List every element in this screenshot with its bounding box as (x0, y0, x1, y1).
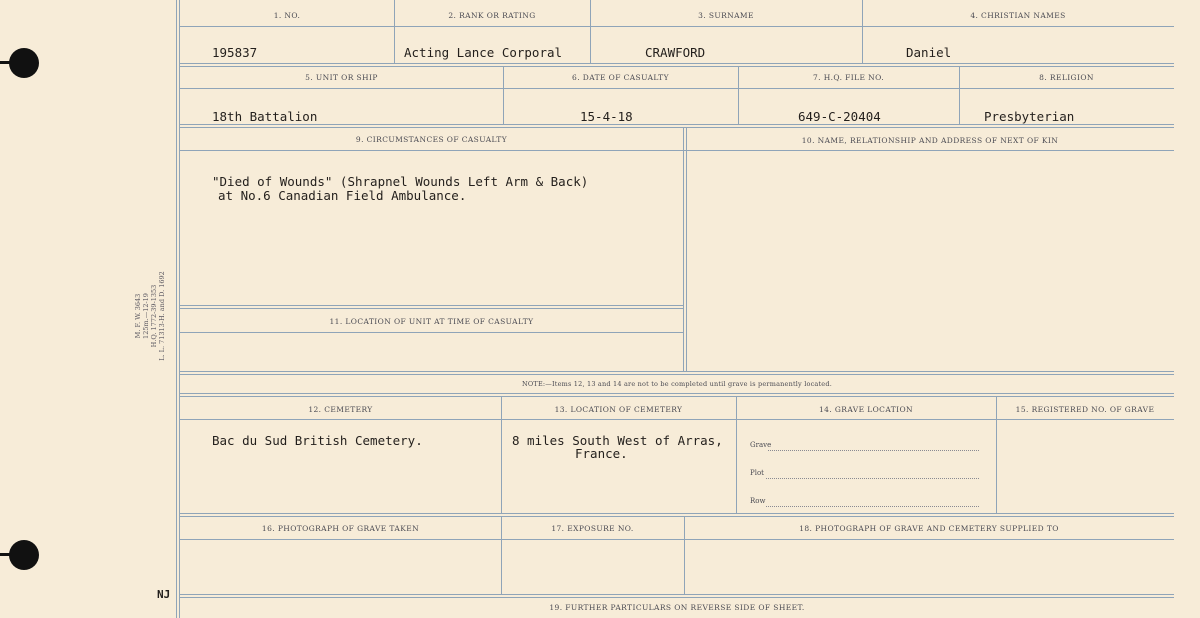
label-exposure-no: 17. EXPOSURE NO. (551, 524, 634, 533)
label-photograph-taken: 16. PHOTOGRAPH OF GRAVE TAKEN (261, 524, 420, 533)
punch-hole-top (9, 48, 39, 78)
value-religion: Presbyterian (984, 109, 1075, 124)
clerk-initials: NJ (157, 588, 171, 601)
rule (180, 393, 1174, 397)
rule (501, 397, 502, 514)
side-note-line-4: L. L. 71313-H. and D. 1692 (158, 271, 166, 361)
label-further-particulars: 19. FURTHER PARTICULARS ON REVERSE SIDE OF SHEET. (549, 603, 805, 612)
label-location-of-cemetery: 13. LOCATION OF CEMETERY (554, 405, 683, 414)
label-row: Row (750, 497, 766, 505)
punch-hole-top-tick (0, 61, 12, 64)
label-religion: 8. RELIGION (1039, 73, 1094, 82)
value-no: 195837 (212, 45, 258, 60)
label-location-of-unit: 11. LOCATION OF UNIT AT TIME OF CASUALTY (329, 317, 534, 326)
punch-hole-bottom (9, 540, 39, 570)
rule (180, 371, 1174, 375)
value-rank: Acting Lance Corporal (404, 45, 563, 60)
value-surname: CRAWFORD (645, 45, 706, 60)
label-date: 6. DATE OF CASUALTY (572, 73, 669, 82)
rule (686, 127, 687, 372)
label-grave-location: 14. GRAVE LOCATION (818, 405, 914, 414)
rule (590, 0, 591, 64)
punch-hole-bottom-tick (0, 553, 12, 556)
label-photograph-supplied: 18. PHOTOGRAPH OF GRAVE AND CEMETERY SUPPLIED TO (799, 524, 1059, 533)
rule (180, 513, 1174, 517)
grave-dotted-line (768, 449, 979, 451)
rule (180, 63, 1174, 67)
note-text: NOTE:—Items 12, 13 and 14 are not to be completed until grave is permanently located. (522, 380, 832, 388)
side-note-line-2: 125m.—12-19 (142, 293, 150, 339)
value-unit: 18th Battalion (212, 109, 318, 124)
value-circumstances-line-1: "Died of Wounds" (Shrapnel Wounds Left Arm & Back) (212, 174, 589, 189)
label-no: 1. NO. (273, 11, 301, 20)
label-registered-no: 15. REGISTERED NO. OF GRAVE (1015, 405, 1155, 414)
value-location-of-cemetery-line-2: France. (575, 446, 628, 461)
label-cemetery: 12. CEMETERY (308, 405, 373, 414)
value-cemetery: Bac du Sud British Cemetery. (212, 433, 423, 448)
label-plot: Plot (750, 469, 764, 477)
label-grave: Grave (750, 441, 772, 449)
rule (736, 397, 737, 514)
label-christian-names: 4. CHRISTIAN NAMES (970, 11, 1066, 20)
value-hq-file: 649-C-20404 (798, 109, 881, 124)
rule (180, 150, 1174, 151)
rule (180, 88, 1174, 89)
label-circumstances: 9. CIRCUMSTANCES OF CASUALTY (355, 135, 508, 144)
rule (394, 0, 395, 64)
label-unit: 5. UNIT OR SHIP (305, 73, 378, 82)
rule (180, 594, 1174, 598)
value-date: 15-4-18 (580, 109, 633, 124)
rule (180, 419, 1174, 420)
label-surname: 3. SURNAME (698, 11, 754, 20)
label-next-of-kin: 10. NAME, RELATIONSHIP AND ADDRESS OF NEXT OF KIN (801, 136, 1059, 145)
rule (180, 332, 683, 333)
left-border (176, 0, 177, 618)
rule (180, 539, 1174, 540)
value-christian-names: Daniel (906, 45, 952, 60)
row-dotted-line (766, 505, 979, 507)
rule (180, 124, 1174, 128)
plot-dotted-line (766, 477, 979, 479)
label-hq-file: 7. H.Q. FILE NO. (812, 73, 885, 82)
value-circumstances-line-2: at No.6 Canadian Field Ambulance. (218, 188, 467, 203)
side-note-line-1: M. F. W. 3643 (134, 293, 142, 339)
rule (996, 397, 997, 514)
rule (180, 26, 1174, 27)
label-rank: 2. RANK OR RATING (448, 11, 536, 20)
rule (862, 0, 863, 64)
value-location-of-cemetery-line-1: 8 miles South West of Arras, (512, 433, 723, 448)
side-print-note (134, 266, 166, 366)
rule (180, 305, 683, 309)
side-note-line-3: H.Q. 1772-39-1353 (150, 284, 158, 348)
rule (683, 127, 684, 372)
